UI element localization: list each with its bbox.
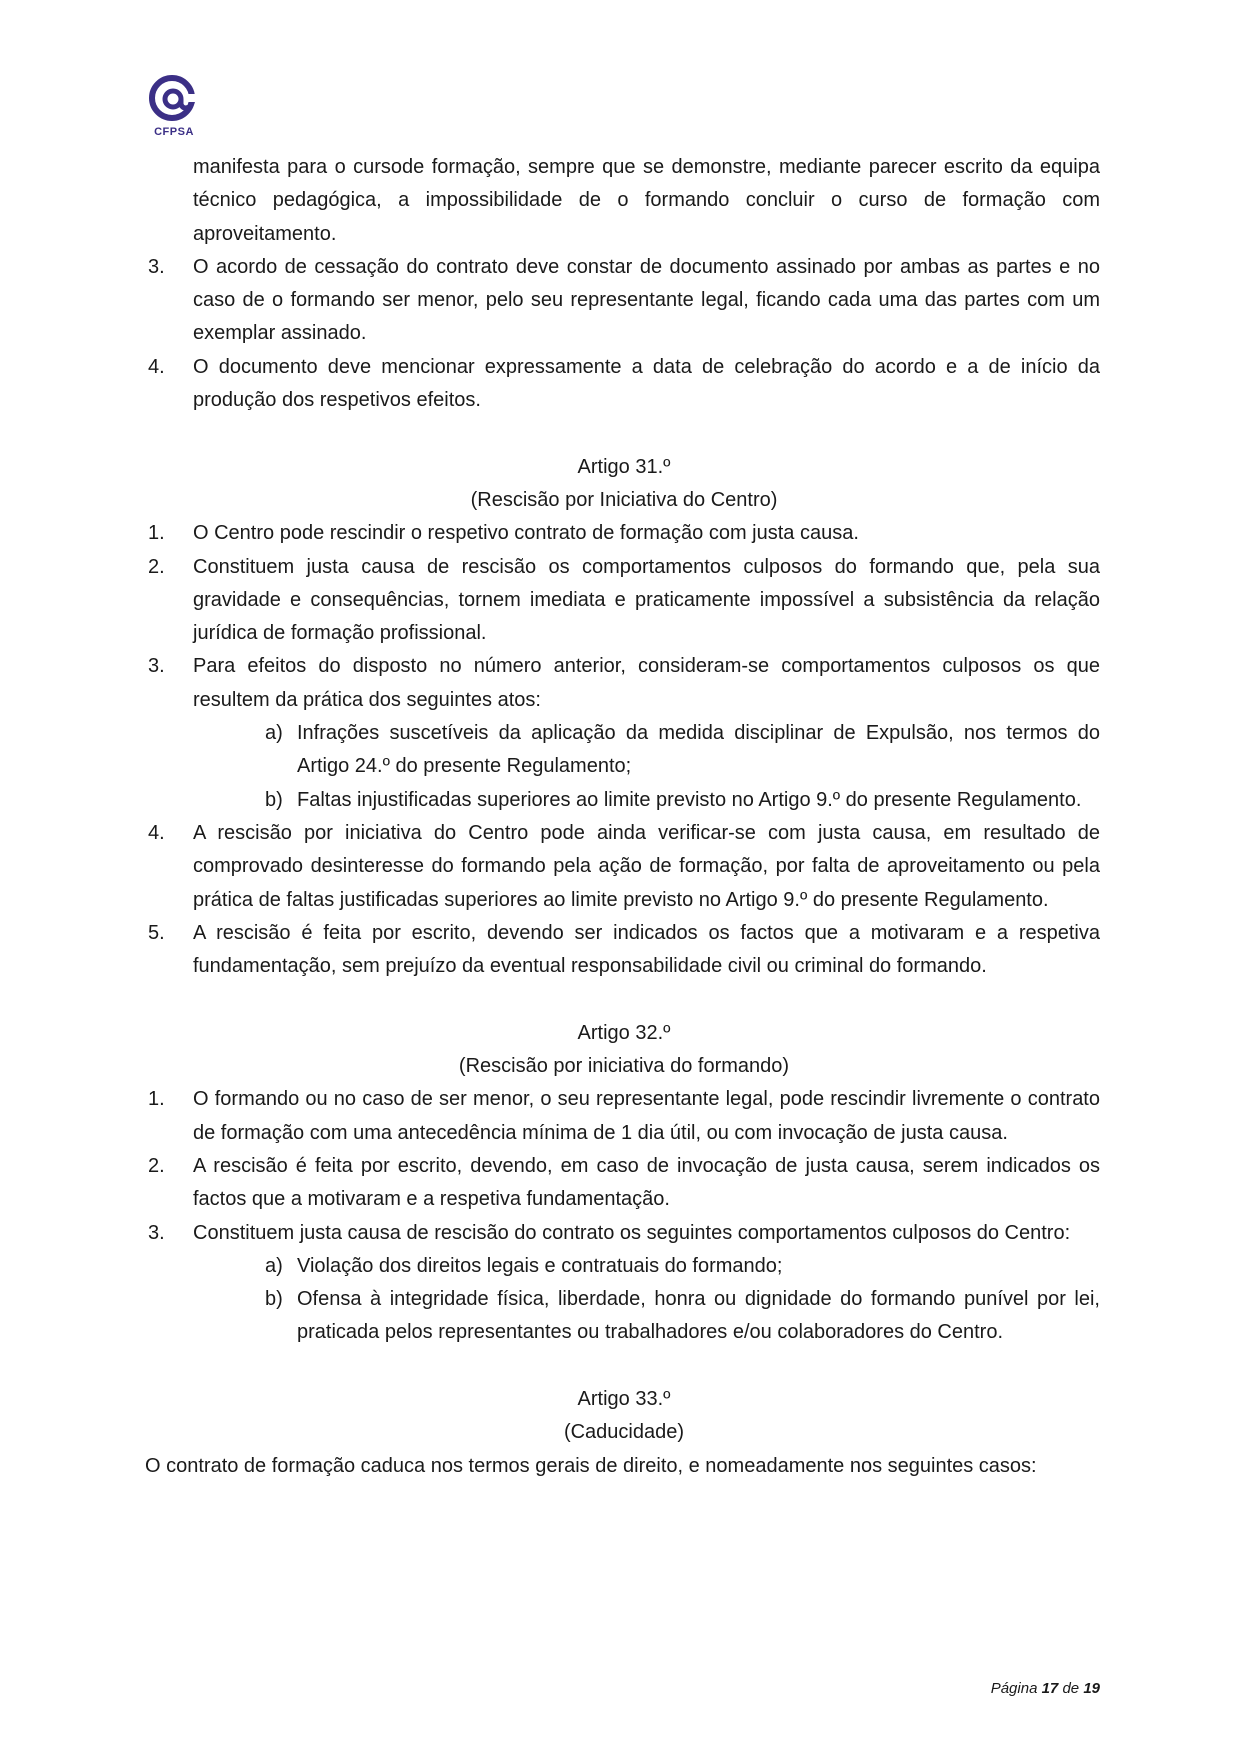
article-33-intro: O contrato de formação caduca nos termos gerais de direito, e nomeadamente nos seguintes casos: [145,1454,1037,1477]
item-text: O acordo de cessação do contrato deve constar de documento assinado por ambas as partes e no caso de o formando ser menor, pelo seu representante legal, ficando cada uma das partes com um exemplar assinado. [193,255,1100,345]
page-total: 19 [1083,1680,1100,1697]
article-32-title: Artigo 32.º [577,1021,671,1044]
sub-item [148,784,1100,817]
sub-item-text: Ofensa à integridade física, liberdade, honra ou dignidade do formando punível por lei, praticada pelos representantes ou trabalhadores e/ou colaboradores do Centro. [297,1288,1100,1344]
item-text: Para efeitos do disposto no número anterior, consideram-se comportamentos culposos os que resultem da prática dos seguintes atos: [193,655,1100,711]
article-32-subtitle: (Rescisão por iniciativa do formando) [458,1055,790,1078]
sub-item-text: Infrações suscetíveis da aplicação da medida disciplinar de Expulsão, nos termos do Artigo 24.º do presente Regulamento; [297,722,1100,778]
list-item [148,1083,1100,1150]
document-body [145,151,1100,1483]
list-item [148,917,1100,984]
logo-text: CFPSA [154,126,194,138]
item-text: O Centro pode rescindir o respetivo contrato de formação com justa causa. [193,522,859,545]
sub-item-text: Violação dos direitos legais e contratuais do formando; [297,1254,783,1277]
list-item [148,650,1100,717]
sub-item [148,1250,1100,1283]
item-number: 3. [148,655,165,678]
item-number: 3. [148,255,165,278]
list-item [148,817,1100,917]
sub-item [148,717,1100,784]
sub-item-letter: b) [265,788,283,811]
list-item [148,1217,1100,1250]
item-number: 4. [148,821,165,844]
list-item [148,251,1100,351]
sub-item-letter: b) [265,1288,283,1311]
article-31-title: Artigo 31.º [577,455,671,478]
page-current: 17 [1041,1680,1059,1697]
item-number: 2. [148,555,165,578]
page-footer [991,1680,1100,1697]
list-item [148,551,1100,651]
article-33-subtitle: (Caducidade) [563,1421,685,1444]
item-number: 1. [148,522,165,545]
list-item [148,517,1100,550]
list-item [148,351,1100,418]
sub-item-letter: a) [265,1254,283,1277]
item-text: A rescisão é feita por escrito, devendo, em caso de invocação de justa causa, serem indicados os factos que a motivaram e a respetiva fundamentação. [193,1154,1100,1211]
item-number: 4. [148,355,165,378]
list-item [148,1150,1100,1217]
sub-item-letter: a) [265,722,283,745]
item-number: 1. [148,1088,165,1111]
sub-item [148,1283,1100,1350]
article-33-title: Artigo 33.º [577,1387,671,1410]
page-of: de [1062,1680,1080,1697]
page-label: Página [990,1680,1038,1697]
item-text: A rescisão é feita por escrito, devendo ser indicados os factos que a motivaram e a respetiva fundamentação, sem prejuízo da eventual responsabilidade civil ou criminal do formando. [193,921,1100,978]
item-text: A rescisão por iniciativa do Centro pode ainda verificar-se com justa causa, em resultado de comprovado desinteresse do formando pela ação de formação, por falta de aproveitamento ou pela prática de faltas justificadas superiores ao limite previsto no Artigo 9.º do presente Regulamento. [193,821,1100,911]
cfpsa-logo [146,74,202,144]
item-text: Constituem justa causa de rescisão do contrato os seguintes comportamentos culposos do Centro: [193,1221,1071,1244]
item-number: 3. [148,1221,165,1244]
item-text: O documento deve mencionar expressamente a data de celebração do acordo e a de início da produção dos respetivos efeitos. [193,355,1100,412]
item-number: 2. [148,1154,165,1177]
sub-item-text: Faltas injustificadas superiores ao limite previsto no Artigo 9.º do presente Regulamento. [297,788,1082,811]
item-number: 5. [148,921,165,944]
article-31-subtitle: (Rescisão por Iniciativa do Centro) [470,488,778,511]
item-text: Constituem justa causa de rescisão os comportamentos culposos do formando que, pela sua gravidade e consequências, tornem imediata e praticamente impossível a subsistência da relação jurídica de formação profissional. [193,555,1100,645]
item-text: O formando ou no caso de ser menor, o seu representante legal, pode rescindir livremente o contrato de formação com uma antecedência mínima de 1 dia útil, ou com invocação de justa causa. [193,1088,1100,1144]
cfpsa-at-icon [146,74,202,126]
continuation-paragraph: manifesta para o cursode formação, sempre que se demonstre, mediante parecer escrito da equipa técnico pedagógica, a impossibilidade de o formando concluir o curso de formação com aproveitamento. [193,156,1100,245]
